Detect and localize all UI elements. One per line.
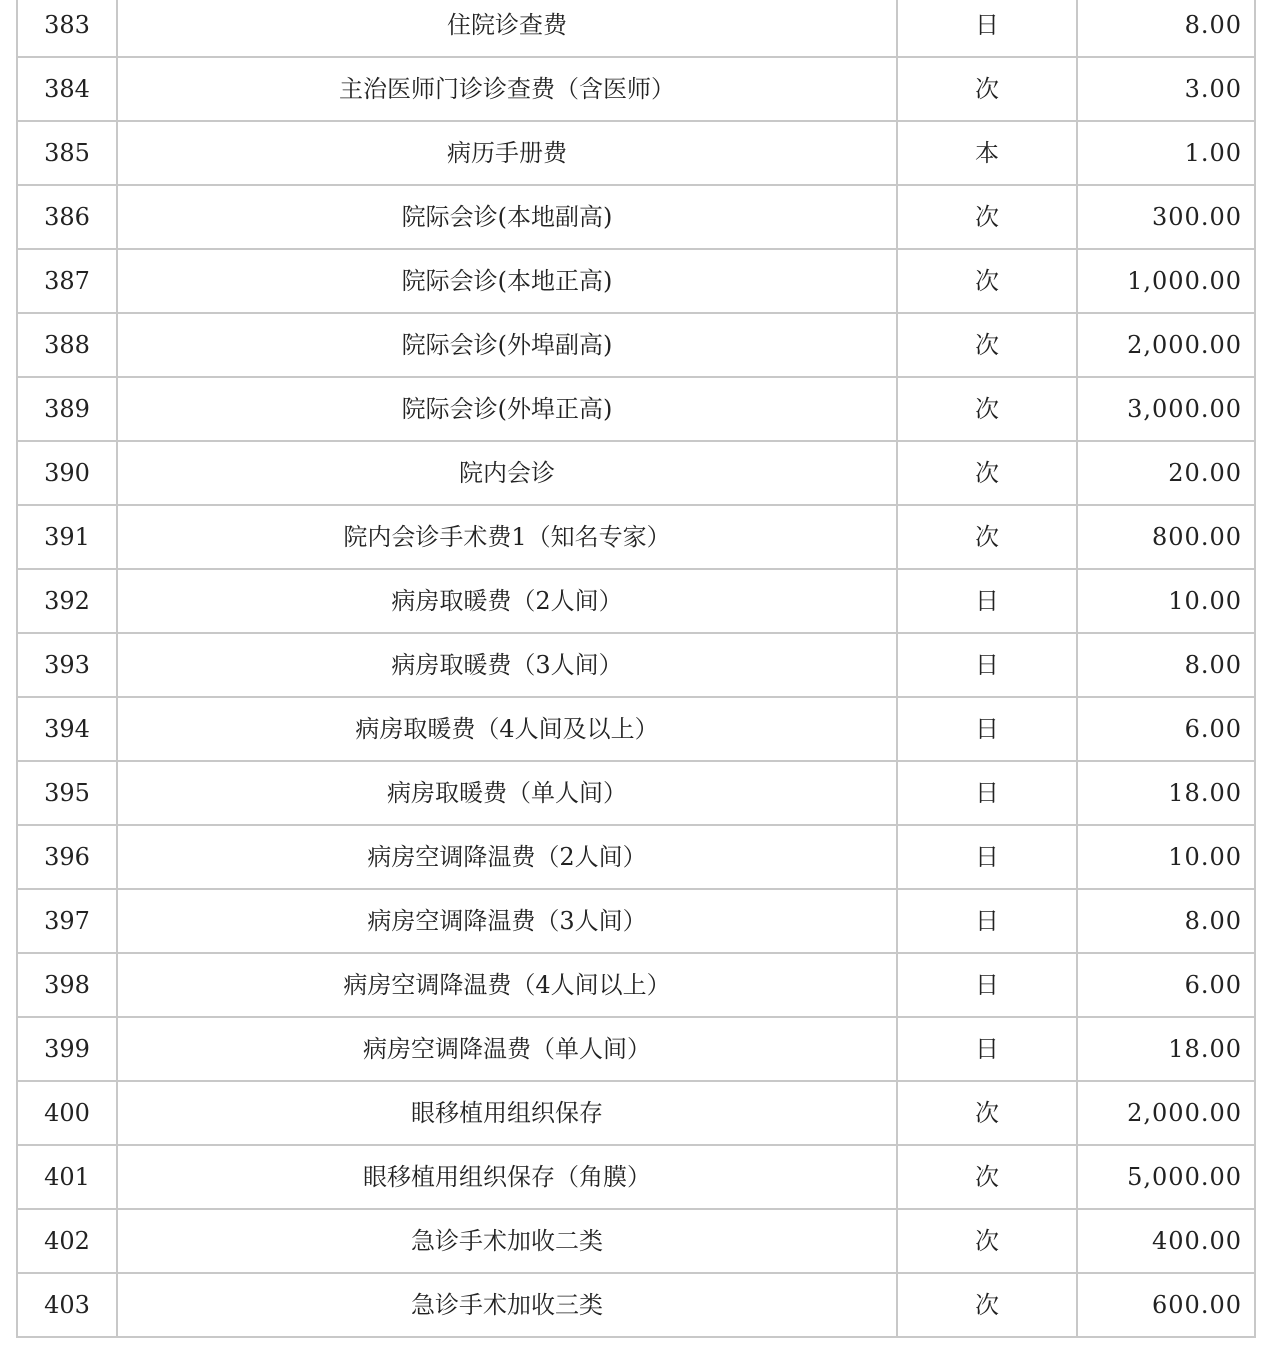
item-price: 6.00 xyxy=(1077,697,1255,761)
table-row xyxy=(17,1017,1255,1081)
row-number: 403 xyxy=(17,1273,117,1337)
row-number: 398 xyxy=(17,953,117,1017)
item-unit: 次 xyxy=(897,249,1077,313)
item-unit: 日 xyxy=(897,1017,1077,1081)
item-name: 住院诊查费 xyxy=(117,0,897,57)
item-price: 600.00 xyxy=(1077,1273,1255,1337)
item-name: 病房空调降温费（4人间以上） xyxy=(117,953,897,1017)
table-row xyxy=(17,1273,1255,1337)
item-unit: 日 xyxy=(897,697,1077,761)
fee-table-container xyxy=(16,0,1242,1338)
item-unit: 次 xyxy=(897,1081,1077,1145)
table-row xyxy=(17,57,1255,121)
item-price: 2,000.00 xyxy=(1077,1081,1255,1145)
item-price: 3.00 xyxy=(1077,57,1255,121)
item-price: 10.00 xyxy=(1077,569,1255,633)
table-row xyxy=(17,505,1255,569)
item-name: 病房空调降温费（2人间） xyxy=(117,825,897,889)
item-name: 病房取暖费（3人间） xyxy=(117,633,897,697)
item-unit: 次 xyxy=(897,313,1077,377)
item-price: 1.00 xyxy=(1077,121,1255,185)
row-number: 399 xyxy=(17,1017,117,1081)
row-number: 402 xyxy=(17,1209,117,1273)
item-unit: 日 xyxy=(897,633,1077,697)
item-name: 病房取暖费（单人间） xyxy=(117,761,897,825)
row-number: 383 xyxy=(17,0,117,57)
item-unit: 日 xyxy=(897,953,1077,1017)
fee-table-body xyxy=(17,0,1255,1337)
item-price: 2,000.00 xyxy=(1077,313,1255,377)
table-row xyxy=(17,0,1255,57)
table-row xyxy=(17,313,1255,377)
row-number: 384 xyxy=(17,57,117,121)
row-number: 390 xyxy=(17,441,117,505)
item-price: 6.00 xyxy=(1077,953,1255,1017)
table-row xyxy=(17,377,1255,441)
row-number: 389 xyxy=(17,377,117,441)
row-number: 394 xyxy=(17,697,117,761)
item-unit: 次 xyxy=(897,1273,1077,1337)
item-unit: 次 xyxy=(897,377,1077,441)
table-row xyxy=(17,1081,1255,1145)
item-unit: 次 xyxy=(897,1145,1077,1209)
item-price: 18.00 xyxy=(1077,761,1255,825)
item-unit: 次 xyxy=(897,441,1077,505)
item-unit: 日 xyxy=(897,889,1077,953)
table-row xyxy=(17,249,1255,313)
item-name: 眼移植用组织保存 xyxy=(117,1081,897,1145)
table-row xyxy=(17,889,1255,953)
item-name: 院际会诊(本地副高) xyxy=(117,185,897,249)
item-unit: 次 xyxy=(897,1209,1077,1273)
row-number: 385 xyxy=(17,121,117,185)
item-price: 8.00 xyxy=(1077,889,1255,953)
row-number: 391 xyxy=(17,505,117,569)
item-name: 病房空调降温费（3人间） xyxy=(117,889,897,953)
table-row xyxy=(17,185,1255,249)
item-name: 院际会诊(本地正高) xyxy=(117,249,897,313)
table-row xyxy=(17,953,1255,1017)
item-unit: 次 xyxy=(897,505,1077,569)
row-number: 396 xyxy=(17,825,117,889)
row-number: 392 xyxy=(17,569,117,633)
row-number: 387 xyxy=(17,249,117,313)
item-price: 1,000.00 xyxy=(1077,249,1255,313)
item-unit: 次 xyxy=(897,185,1077,249)
table-row xyxy=(17,697,1255,761)
row-number: 395 xyxy=(17,761,117,825)
item-name: 病历手册费 xyxy=(117,121,897,185)
item-price: 8.00 xyxy=(1077,633,1255,697)
item-name: 院际会诊(外埠副高) xyxy=(117,313,897,377)
table-row xyxy=(17,633,1255,697)
table-row xyxy=(17,1145,1255,1209)
item-unit: 本 xyxy=(897,121,1077,185)
item-unit: 日 xyxy=(897,825,1077,889)
item-unit: 日 xyxy=(897,0,1077,57)
item-name: 病房取暖费（2人间） xyxy=(117,569,897,633)
item-price: 20.00 xyxy=(1077,441,1255,505)
row-number: 401 xyxy=(17,1145,117,1209)
item-name: 急诊手术加收二类 xyxy=(117,1209,897,1273)
row-number: 393 xyxy=(17,633,117,697)
item-price: 10.00 xyxy=(1077,825,1255,889)
item-unit: 日 xyxy=(897,761,1077,825)
item-price: 18.00 xyxy=(1077,1017,1255,1081)
fee-table xyxy=(16,0,1256,1338)
item-name: 院内会诊 xyxy=(117,441,897,505)
row-number: 400 xyxy=(17,1081,117,1145)
item-price: 3,000.00 xyxy=(1077,377,1255,441)
item-price: 8.00 xyxy=(1077,0,1255,57)
row-number: 386 xyxy=(17,185,117,249)
table-row xyxy=(17,569,1255,633)
table-row xyxy=(17,121,1255,185)
item-unit: 次 xyxy=(897,57,1077,121)
item-name: 急诊手术加收三类 xyxy=(117,1273,897,1337)
item-price: 5,000.00 xyxy=(1077,1145,1255,1209)
item-name: 院际会诊(外埠正高) xyxy=(117,377,897,441)
item-name: 院内会诊手术费1（知名专家） xyxy=(117,505,897,569)
table-row xyxy=(17,825,1255,889)
table-row xyxy=(17,761,1255,825)
table-row xyxy=(17,1209,1255,1273)
row-number: 388 xyxy=(17,313,117,377)
item-unit: 日 xyxy=(897,569,1077,633)
item-price: 800.00 xyxy=(1077,505,1255,569)
table-row xyxy=(17,441,1255,505)
row-number: 397 xyxy=(17,889,117,953)
item-name: 病房取暖费（4人间及以上） xyxy=(117,697,897,761)
item-price: 400.00 xyxy=(1077,1209,1255,1273)
item-name: 病房空调降温费（单人间） xyxy=(117,1017,897,1081)
item-name: 主治医师门诊诊查费（含医师） xyxy=(117,57,897,121)
item-price: 300.00 xyxy=(1077,185,1255,249)
item-name: 眼移植用组织保存（角膜） xyxy=(117,1145,897,1209)
